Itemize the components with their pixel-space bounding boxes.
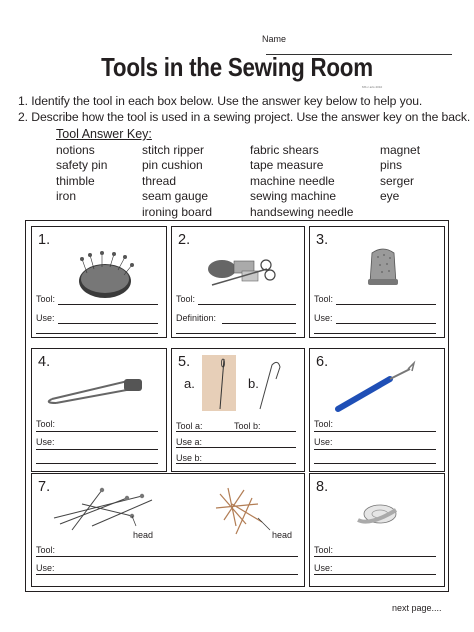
use-label: Use:: [314, 437, 333, 447]
key-word: ironing board: [142, 204, 213, 219]
use-answer-line[interactable]: [36, 449, 158, 450]
copyright-note: MS c arts 2010: [362, 85, 383, 89]
tool-label: Tool:: [314, 294, 334, 304]
box-number: 8.: [316, 479, 329, 495]
tool-answer-line[interactable]: [58, 304, 158, 305]
answer-key-column-2: [142, 143, 212, 220]
tool-label: Tool:: [36, 294, 56, 304]
use-label: Use:: [36, 563, 55, 573]
box-number: 7.: [38, 479, 51, 495]
sub-label-b: b.: [248, 376, 259, 391]
use-label: Use:: [314, 313, 333, 323]
key-word: magnet: [380, 143, 421, 157]
box-number: 5.: [178, 354, 191, 370]
head-label: head: [272, 530, 293, 540]
tool-answer-line[interactable]: [36, 556, 298, 557]
box-4: [31, 348, 167, 472]
answer-key-column-1: [56, 143, 107, 205]
answer-key-column-4: [380, 143, 420, 205]
key-word: pins: [380, 158, 403, 173]
box-6: [309, 348, 445, 472]
key-word: notions: [56, 143, 95, 157]
key-word: eye: [380, 189, 400, 204]
tool-answer-line[interactable]: [36, 431, 158, 432]
pins-icon: [32, 474, 304, 586]
answer-key-column-3: [250, 143, 353, 220]
use-answer-line[interactable]: [36, 333, 158, 334]
tool-answer-line[interactable]: [314, 431, 436, 432]
use-answer-line[interactable]: [314, 574, 436, 575]
tool-answer-line[interactable]: [336, 304, 436, 305]
key-word: serger: [380, 173, 415, 188]
key-word: safety pin: [56, 158, 108, 173]
tool-b-label: Tool b:: [234, 421, 261, 431]
box-3: [309, 226, 445, 338]
tool-answer-line[interactable]: [314, 556, 436, 557]
instruction-1: 1. Identify the tool in each box below. Use the answer key below to help you.: [18, 94, 423, 108]
key-word: thread: [142, 173, 177, 188]
key-word: fabric shears: [250, 143, 319, 157]
definition-label: Definition:: [176, 313, 217, 323]
sub-label-a: a.: [184, 376, 195, 391]
use-answer-line[interactable]: [336, 323, 436, 324]
use-answer-line[interactable]: [58, 323, 158, 324]
tool-a-label: Tool a:: [176, 421, 203, 431]
box-number: 6.: [316, 354, 329, 370]
definition-answer-line[interactable]: [176, 333, 296, 334]
tool-label: Tool:: [314, 419, 334, 429]
box-8: [309, 473, 445, 587]
tool-answer-line[interactable]: [198, 304, 296, 305]
tool-label: Tool:: [36, 545, 56, 555]
safety-pin-icon: [32, 349, 166, 471]
use-b-label: Use b:: [176, 453, 203, 463]
key-word: handsewing needle: [250, 204, 354, 219]
use-answer-line[interactable]: [36, 463, 158, 464]
use-answer-line[interactable]: [36, 574, 298, 575]
next-page-note: next page....: [392, 603, 442, 613]
name-label: Name: [262, 34, 287, 44]
tool-label: Tool:: [36, 419, 56, 429]
key-word: tape measure: [250, 158, 324, 173]
key-word: seam gauge: [142, 189, 209, 204]
page-title: Tools in the Sewing Room: [101, 52, 373, 82]
use-label: Use:: [36, 437, 55, 447]
key-word: machine needle: [250, 173, 335, 188]
box-number: 4.: [38, 354, 51, 370]
key-word: sewing machine: [250, 189, 337, 204]
box-5: [171, 348, 305, 472]
use-label: Use:: [36, 313, 55, 323]
use-answer-line[interactable]: [314, 333, 436, 334]
box-1: [31, 226, 167, 338]
key-word: thimble: [56, 173, 95, 188]
box-7: [31, 473, 305, 587]
box-number: 1.: [38, 232, 51, 248]
use-label: Use:: [314, 563, 333, 573]
tool-label: Tool:: [176, 294, 196, 304]
key-word: stitch ripper: [142, 143, 205, 157]
tool-label: Tool:: [314, 545, 334, 555]
box-number: 2.: [178, 232, 191, 248]
head-label: head: [133, 530, 154, 540]
box-2: [171, 226, 305, 338]
use-b-answer-line[interactable]: [176, 463, 296, 464]
use-answer-line[interactable]: [314, 463, 436, 464]
definition-answer-line[interactable]: [222, 323, 296, 324]
tool-answer-line[interactable]: [176, 431, 296, 432]
instruction-2: 2. Describe how the tool is used in a sewing project. Use the answer key on the back.: [18, 110, 471, 124]
answer-key-title: Tool Answer Key:: [56, 127, 152, 141]
key-word: pin cushion: [142, 158, 203, 173]
use-a-label: Use a:: [176, 437, 203, 447]
use-answer-line[interactable]: [314, 449, 436, 450]
box-number: 3.: [316, 232, 329, 248]
key-word: iron: [56, 189, 77, 204]
seam-ripper-icon: [310, 349, 444, 471]
use-a-answer-line[interactable]: [176, 447, 296, 448]
